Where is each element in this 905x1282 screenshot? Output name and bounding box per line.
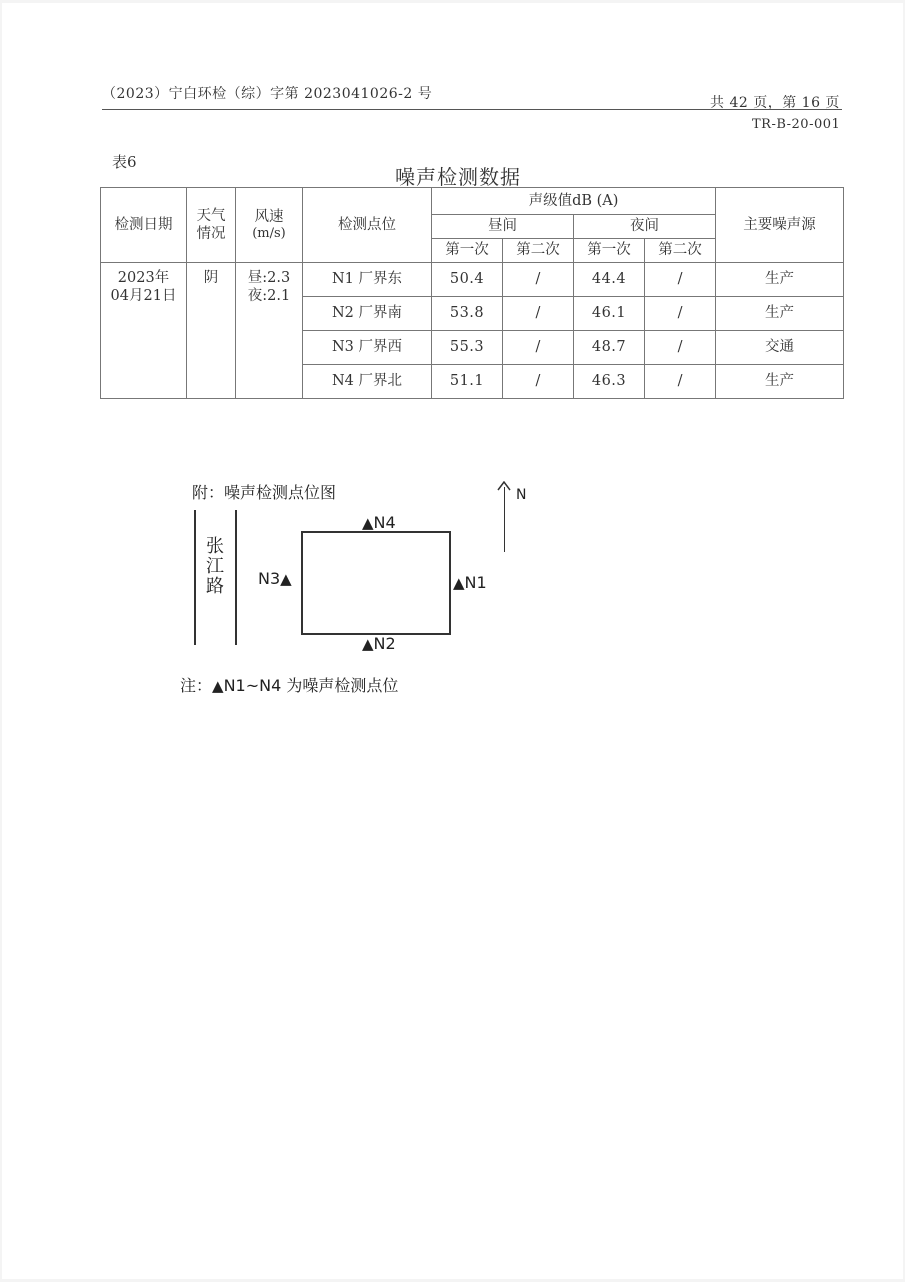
cell-day2: / — [503, 365, 574, 399]
triangle-icon: ▲ — [280, 570, 292, 588]
page-info: 共 42 页，第 16 页 — [710, 95, 840, 111]
cell-date: 2023年 04月21日 — [101, 263, 187, 399]
header-day-first: 第一次 — [432, 239, 503, 263]
point-n3: N3▲ — [258, 569, 292, 588]
cell-night2: / — [645, 365, 716, 399]
cell-night2: / — [645, 331, 716, 365]
point-n2: ▲N2 — [362, 634, 396, 653]
road-line-left — [194, 510, 196, 645]
cell-night1: 46.1 — [574, 297, 645, 331]
figure-title: 附：噪声检测点位图 — [192, 483, 337, 502]
cell-point: N1 厂界东 — [303, 263, 432, 297]
header-wind-label: 风速 — [254, 208, 284, 225]
figure-note: 注：▲N1~N4 为噪声检测点位 — [180, 676, 399, 695]
point-n1: ▲N1 — [453, 573, 487, 592]
cell-source: 生产 — [716, 263, 844, 297]
cell-weather: 阴 — [187, 263, 236, 399]
header-night-first: 第一次 — [574, 239, 645, 263]
header-night: 夜间 — [574, 215, 716, 239]
road-name: 张江路 — [206, 536, 224, 597]
report-number: （2023）宁白环检（综）字第 2023041026-2 号 — [102, 86, 433, 102]
cell-point: N3 厂界西 — [303, 331, 432, 365]
triangle-icon: ▲ — [362, 514, 374, 532]
triangle-icon: ▲ — [362, 635, 374, 653]
plant-boundary — [301, 531, 451, 635]
cell-source: 生产 — [716, 365, 844, 399]
cell-day2: / — [503, 263, 574, 297]
point-n4: ▲N4 — [362, 513, 396, 532]
cell-night2: / — [645, 297, 716, 331]
header-rule — [102, 109, 842, 110]
header-night-second: 第二次 — [645, 239, 716, 263]
noise-data-table — [100, 187, 844, 399]
cell-night2: / — [645, 263, 716, 297]
table-title: 噪声检测数据 — [395, 165, 521, 189]
header-level: 声级值dB (A) — [432, 188, 716, 215]
header-wind — [236, 188, 303, 263]
header-source: 主要噪声源 — [716, 188, 844, 263]
cell-day1: 51.1 — [432, 365, 503, 399]
cell-wind: 昼:2.3 夜:2.1 — [236, 263, 303, 399]
table-label: 表6 — [112, 153, 137, 171]
cell-night1: 44.4 — [574, 263, 645, 297]
cell-source: 交通 — [716, 331, 844, 365]
cell-day1: 55.3 — [432, 331, 503, 365]
triangle-icon: ▲ — [453, 574, 465, 592]
cell-day1: 50.4 — [432, 263, 503, 297]
cell-source: 生产 — [716, 297, 844, 331]
cell-point: N2 厂界南 — [303, 297, 432, 331]
cell-day1: 53.8 — [432, 297, 503, 331]
cell-night1: 48.7 — [574, 331, 645, 365]
document-page — [2, 3, 903, 1279]
north-label: N — [516, 487, 527, 503]
header-weather: 天气情况 — [187, 188, 236, 263]
cell-point: N4 厂界北 — [303, 365, 432, 399]
header-date: 检测日期 — [101, 188, 187, 263]
header-day: 昼间 — [432, 215, 574, 239]
form-code: TR-B-20-001 — [752, 117, 841, 132]
cell-night1: 46.3 — [574, 365, 645, 399]
cell-day2: / — [503, 297, 574, 331]
header-day-second: 第二次 — [503, 239, 574, 263]
header-wind-unit: (m/s) — [252, 225, 286, 241]
north-arrow-line — [504, 487, 505, 552]
road-line-right — [235, 510, 237, 645]
triangle-icon: ▲ — [212, 677, 224, 695]
header-point: 检测点位 — [303, 188, 432, 263]
cell-day2: / — [503, 331, 574, 365]
